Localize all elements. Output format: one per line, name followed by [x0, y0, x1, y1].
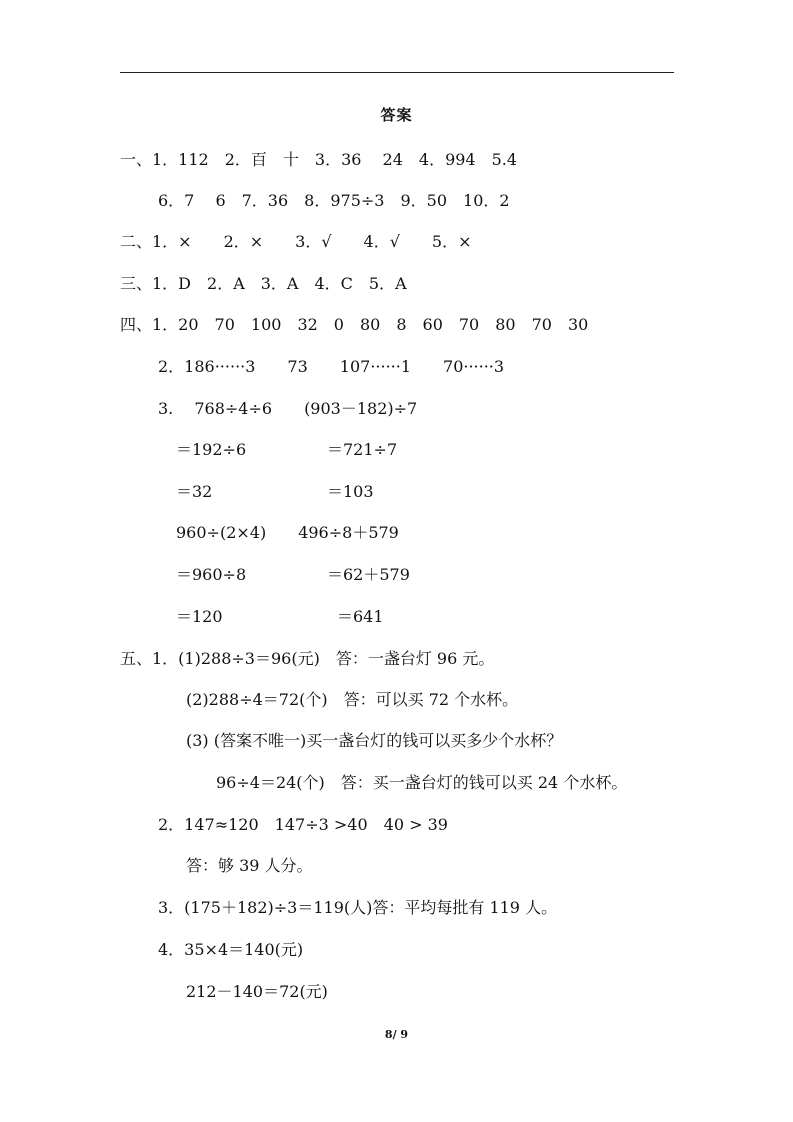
- section-4-line-1: 四、1．20 70 100 32 0 80 8 60 70 80 70 30: [120, 315, 589, 334]
- section-5-line-3: (3) (答案不唯一)买一盏台灯的钱可以买多少个水杯？: [186, 731, 563, 750]
- header-rule: [120, 72, 674, 73]
- section-1-line-1: 一、1．112 2．百 十 3．36 24 4．994 5.4: [120, 150, 518, 169]
- calc-step-2b: ＝103: [327, 482, 374, 501]
- page-title: 答案: [380, 106, 413, 124]
- section-5-line-9: 212－140＝72(元): [186, 982, 328, 1001]
- calc-step-4b: ＝641: [337, 607, 384, 626]
- section-5-line-8: 4．35×4＝140(元): [158, 940, 304, 959]
- calc-step-1b: ＝721÷7: [327, 440, 398, 459]
- section-2-line-1: 二、1．× 2．× 3．√ 4．√ 5．×: [120, 232, 472, 251]
- calc-step-3a: ＝960÷8: [176, 565, 247, 584]
- section-1-line-2: 6．7 6 7．36 8．975÷3 9．50 10．2: [158, 191, 510, 210]
- section-4-line-6: 960÷(2×4) 496÷8＋579: [176, 523, 399, 542]
- section-5-line-4: 96÷4＝24(个) 答：买一盏台灯的钱可以买 24 个水杯。: [216, 773, 628, 792]
- section-4-line-2: 2．186······3 73 107······1 70······3: [158, 357, 505, 376]
- section-5-line-5: 2．147≈120 147÷3 >40 40 > 39: [158, 815, 448, 834]
- calc-step-3b: ＝62＋579: [327, 565, 410, 584]
- section-5-line-1: 五、1．(1)288÷3＝96(元) 答：一盏台灯 96 元。: [120, 649, 495, 668]
- calc-step-4a: ＝120: [176, 607, 223, 626]
- calc-step-1a: ＝192÷6: [176, 440, 247, 459]
- page-number: 8/ 9: [384, 1028, 409, 1041]
- section-5-line-2: (2)288÷4＝72(个) 答：可以买 72 个水杯。: [186, 690, 519, 709]
- section-5-line-6: 答：够 39 人分。: [186, 856, 313, 875]
- section-5-line-7: 3．(175＋182)÷3＝119(人)答：平均每批有 119 人。: [158, 898, 558, 917]
- calc-step-2a: ＝32: [176, 482, 213, 501]
- section-4-line-3: 3. 768÷4÷6 (903－182)÷7: [158, 399, 418, 418]
- section-3-line-1: 三、1．D 2．A 3．A 4．C 5．A: [120, 274, 407, 293]
